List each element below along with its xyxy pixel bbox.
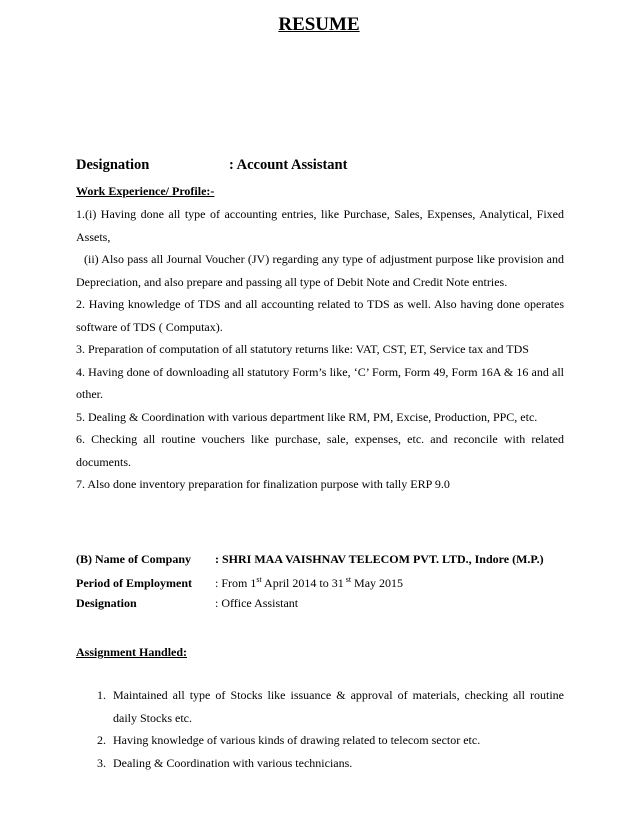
list-item-text: Having knowledge of various kinds of drawing related to telecom sector etc. <box>113 733 481 747</box>
list-item <box>76 684 564 729</box>
list-item <box>76 752 564 775</box>
work-experience-heading: Work Experience/ Profile:- <box>76 184 215 198</box>
list-item-number: 1. <box>97 688 106 702</box>
designation-label: Designation <box>76 157 150 173</box>
assignment-list <box>76 684 564 774</box>
work-item: 1.(i) Having done all type of accounting entries, like Purchase, Sales, Expenses, Analytical, Fixed Assets, <box>76 207 564 244</box>
period-value: : From 1st April 2014 to 31 $^{st}$ May 2015 <box>215 575 404 590</box>
work-item: 3. Preparation of computation of all statutory returns like: VAT, CST, ET, Service tax and TDS <box>76 342 529 356</box>
company-value: : SHRI MAA VAISHNAV TELECOM PVT. LTD., Indore (M.P.) <box>215 552 544 566</box>
work-item: 4. Having done of downloading all statutory Form’s like, ‘C’ Form, Form 49, Form 16A & 16 and all other. <box>76 364 564 401</box>
work-experience-list <box>76 203 564 496</box>
office-designation-value: : Office Assistant <box>215 596 299 610</box>
period-label: Period of Employment <box>76 576 192 590</box>
list-item-text: Dealing & Coordination with various technicians. <box>113 755 353 770</box>
company-label: (B) Name of Company <box>76 552 191 566</box>
work-item: 2. Having knowledge of TDS and all accounting related to TDS as well. Also having done operates software of TDS ( Computax). <box>76 297 564 334</box>
work-item: 6. Checking all routine vouchers like purchase, sale, expenses, etc. and reconcile with related documents. <box>76 432 564 469</box>
office-designation-label: Designation <box>76 596 137 610</box>
work-item: (ii) Also pass all Journal Voucher (JV) regarding any type of adjustment purpose like provision and Depreciation, and also prepare and passing all type of Debit Note and Credit Note entries. <box>76 252 564 289</box>
work-item: 5. Dealing & Coordination with various department like RM, PM, Excise, Production, PPC, etc. <box>76 409 538 424</box>
list-item-number: 3. <box>97 755 106 770</box>
list-item-number: 2. <box>97 733 106 747</box>
designation-value: : Account Assistant <box>229 157 348 173</box>
list-item <box>76 729 564 752</box>
page-title: RESUME <box>278 14 360 35</box>
list-item-text: Maintained all type of Stocks like issuance & approval of materials, checking all routine daily Stocks etc. <box>113 688 564 725</box>
work-item: 7. Also done inventory preparation for finalization purpose with tally ERP 9.0 <box>76 477 450 491</box>
assignment-heading: Assignment Handled: <box>76 645 188 659</box>
